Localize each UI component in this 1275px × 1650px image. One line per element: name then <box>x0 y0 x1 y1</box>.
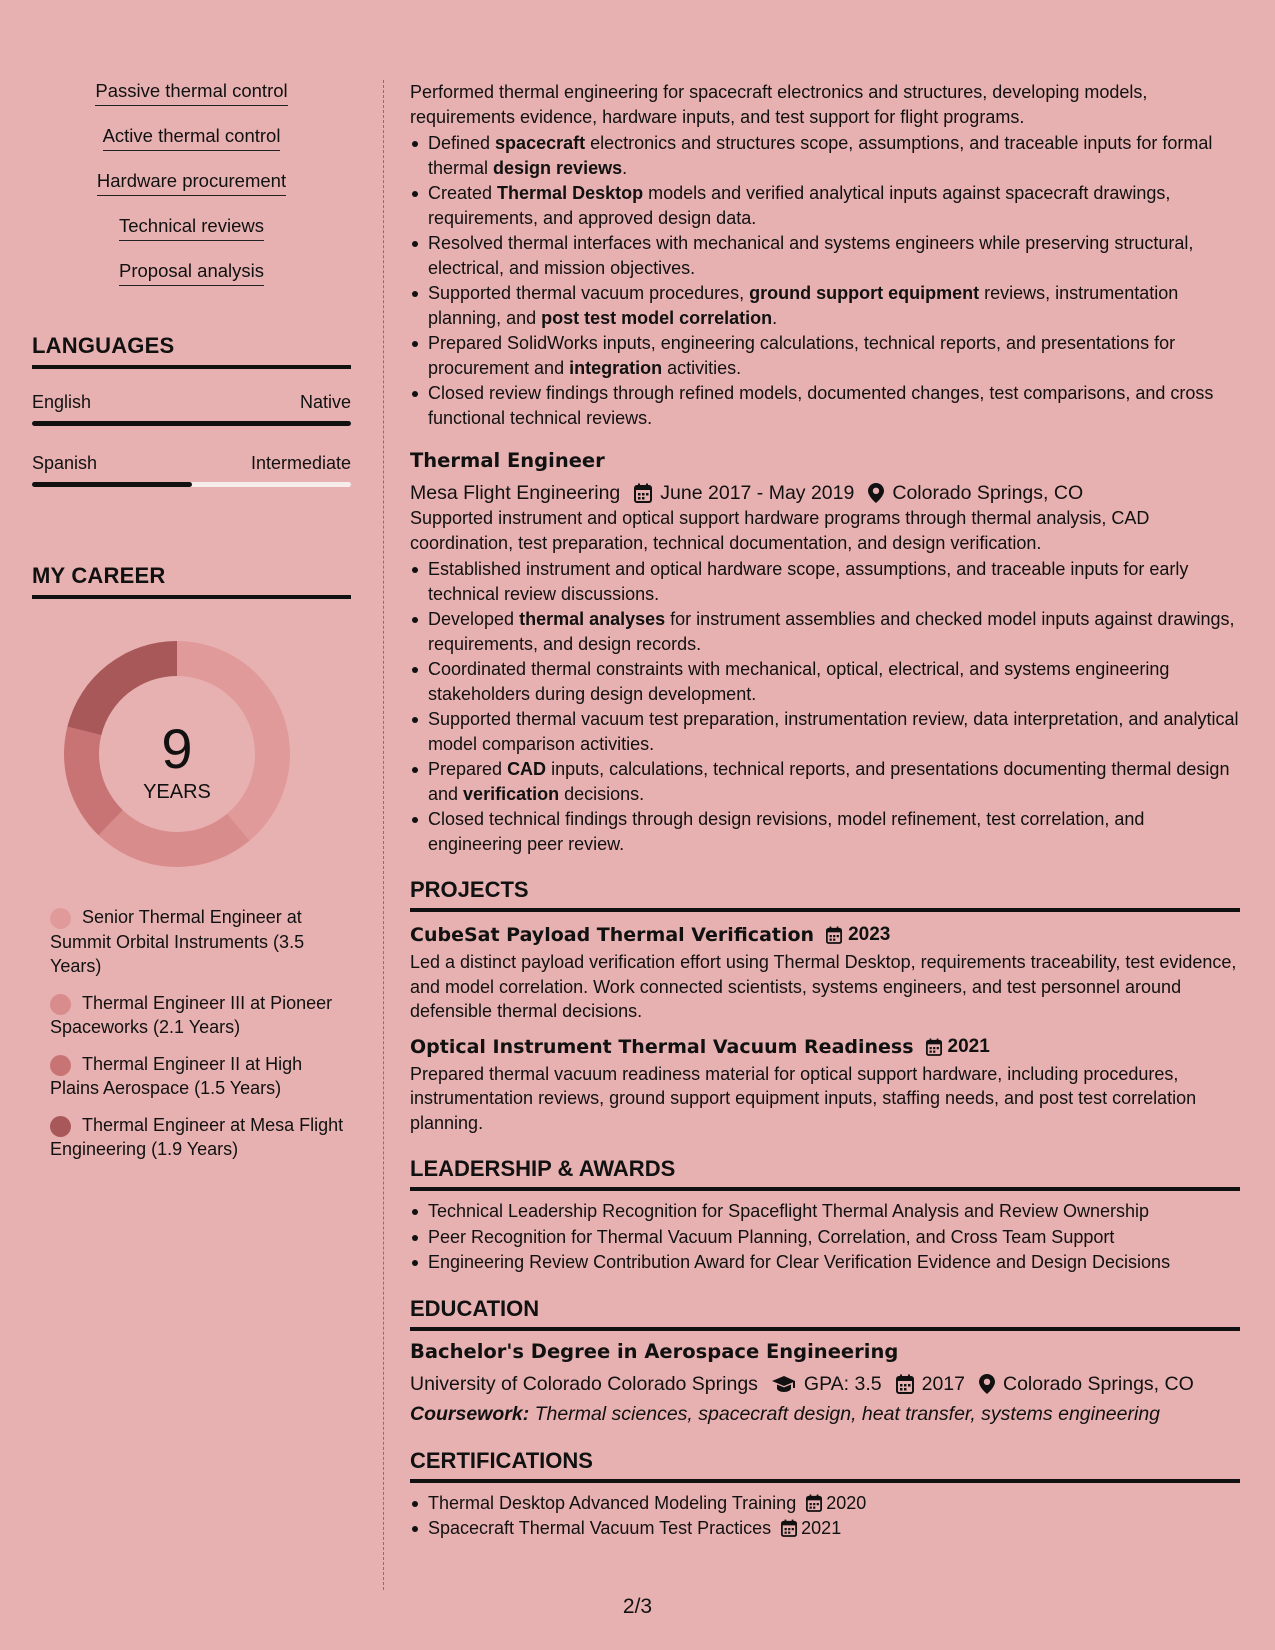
project-item <box>410 922 1240 1024</box>
career-legend-item <box>50 1052 351 1101</box>
career-legend-label: Senior Thermal Engineer at Summit Orbital Instruments (3.5 Years) <box>50 907 305 976</box>
graduation-year: 2017 <box>921 1372 965 1395</box>
education-heading: EDUCATION <box>410 1295 1240 1331</box>
career-heading: MY CAREER <box>32 563 351 599</box>
language-level: Intermediate <box>250 453 351 473</box>
career-legend-item <box>50 905 351 979</box>
career-total-years: 9 <box>161 717 193 780</box>
certifications-list <box>410 1491 1240 1541</box>
legend-dot-icon <box>50 1116 71 1137</box>
language-level: Native <box>299 392 351 412</box>
job-entry <box>410 80 1240 430</box>
skill-item <box>32 215 351 260</box>
certification-year: 2021 <box>801 1518 842 1538</box>
certification-item <box>410 1516 1240 1541</box>
career-section <box>32 563 351 1162</box>
calendar-icon <box>926 1038 942 1056</box>
award-item: Peer Recognition for Thermal Vacuum Planning, Correlation, and Cross Team Support <box>410 1225 1240 1250</box>
left-column <box>32 80 351 1174</box>
coursework-label: Coursework: <box>410 1402 530 1425</box>
certification-name: Thermal Desktop Advanced Modeling Training <box>428 1492 797 1513</box>
school-name: University of Colorado Colorado Springs <box>410 1372 758 1395</box>
career-legend-item <box>50 1113 351 1162</box>
certification-year: 2020 <box>826 1492 867 1513</box>
bullet-keyword: CAD <box>507 759 547 779</box>
skill-label: Active thermal control <box>103 125 281 151</box>
bullet-keyword: Thermal Desktop <box>497 183 644 203</box>
certifications-section <box>410 1447 1240 1541</box>
bullet-item: Supported thermal vacuum test preparation, instrumentation review, data interpretation, and analytical model comparison activities. <box>410 707 1240 756</box>
column-divider <box>383 80 384 1590</box>
job-bullets <box>410 557 1240 856</box>
degree-name: Bachelor's Degree in Aerospace Engineering <box>410 1339 899 1363</box>
languages-heading: LANGUAGES <box>32 333 351 369</box>
graduation-cap-icon <box>772 1375 796 1393</box>
legend-dot-icon <box>50 1055 71 1076</box>
project-item <box>410 1034 1240 1136</box>
legend-dot-icon <box>50 994 71 1015</box>
projects-heading: PROJECTS <box>410 876 1240 912</box>
calendar-icon <box>634 483 652 503</box>
right-column <box>410 80 1240 1542</box>
project-name: CubeSat Payload Thermal Verification <box>410 924 815 946</box>
awards-heading: LEADERSHIP & AWARDS <box>410 1155 1240 1191</box>
language-level-fill <box>32 421 351 426</box>
skill-item <box>32 125 351 170</box>
skill-label: Proposal analysis <box>119 260 264 286</box>
bullet-keyword: verification <box>463 783 560 804</box>
language-item <box>32 452 351 487</box>
bullet-keyword: integration <box>569 357 663 378</box>
awards-section <box>410 1155 1240 1275</box>
career-legend-label: Thermal Engineer II at High Plains Aerospace (1.5 Years) <box>50 1053 303 1098</box>
project-name: Optical Instrument Thermal Vacuum Readiness <box>410 1035 914 1058</box>
gpa: GPA: 3.5 <box>803 1372 882 1395</box>
bullet-item: Developed thermal analyses for instrument assemblies and checked model inputs against drawings, requirements, and design records. <box>410 607 1240 656</box>
language-level-fill <box>32 482 192 487</box>
skills-list <box>32 80 351 305</box>
bullet-item: Closed review findings through refined models, documented changes, test comparisons, and cross functional technical reviews. <box>410 381 1240 430</box>
job-title: Thermal Engineer <box>410 449 605 472</box>
bullet-item: Created Thermal Desktop models and verified analytical inputs against spacecraft drawings, requirements, and approved design data. <box>410 181 1240 230</box>
bullet-keyword: post test model correlation <box>541 307 773 328</box>
bullet-keyword: ground support equipment <box>749 283 980 303</box>
certification-name: Spacecraft Thermal Vacuum Test Practices <box>428 1518 772 1538</box>
school-location: Colorado Springs, CO <box>1003 1372 1194 1395</box>
bullet-item: Supported thermal vacuum procedures, ground support equipment reviews, instrumentation planning, and post test model correlation. <box>410 281 1240 330</box>
bullet-item: Established instrument and optical hardware scope, assumptions, and traceable inputs for early technical review discussions. <box>410 557 1240 606</box>
bullet-item: Coordinated thermal constraints with mechanical, optical, electrical, and systems engineering stakeholders during design development. <box>410 657 1240 706</box>
award-item: Engineering Review Contribution Award for Clear Verification Evidence and Design Decisions <box>410 1250 1240 1275</box>
career-legend-label: Thermal Engineer III at Pioneer Spaceworks (2.1 Years) <box>50 992 333 1037</box>
certifications-heading: CERTIFICATIONS <box>410 1447 1240 1483</box>
languages-section <box>32 333 351 487</box>
bullet-keyword: thermal analyses <box>519 609 666 629</box>
projects-section <box>410 876 1240 1135</box>
language-level-bar <box>32 482 351 487</box>
calendar-icon <box>806 1494 822 1512</box>
location-pin-icon <box>868 483 884 503</box>
location-pin-icon <box>979 1374 995 1394</box>
career-total-unit: YEARS <box>143 781 211 803</box>
coursework <box>410 1401 1240 1427</box>
project-description: Led a distinct payload verification effort using Thermal Desktop, requirements traceability, test evidence, and model correlation. Work connected scientists, systems engineers, and test personnel around defensible thermal decisions. <box>410 952 1237 1021</box>
job-entry <box>410 448 1240 856</box>
bullet-item: Closed technical findings through design revisions, model refinement, test correlation, and engineering peer review. <box>410 807 1240 856</box>
job-dates: June 2017 - May 2019 <box>660 482 855 504</box>
bullet-item: Defined spacecraft electronics and structures scope, assumptions, and traceable inputs for formal thermal design reviews. <box>410 131 1240 180</box>
career-legend <box>32 905 351 1162</box>
skill-item <box>32 260 351 305</box>
language-name: English <box>32 392 92 412</box>
page-number: 2/3 <box>622 1595 653 1618</box>
job-summary: Supported instrument and optical support hardware programs through thermal analysis, CAD coordination, test preparation, technical documentation, and design verification. <box>410 508 1150 553</box>
career-legend-label: Thermal Engineer at Mesa Flight Engineering (1.9 Years) <box>50 1114 344 1159</box>
job-bullets <box>410 131 1240 430</box>
legend-dot-icon <box>50 908 71 929</box>
bullet-item: Resolved thermal interfaces with mechanical and systems engineers while preserving structural, electrical, and mission objectives. <box>410 231 1240 280</box>
job-meta <box>410 480 1240 506</box>
project-year: 2023 <box>848 924 891 945</box>
education-meta <box>410 1371 1240 1397</box>
calendar-icon <box>826 926 842 944</box>
job-summary: Performed thermal engineering for spacecraft electronics and structures, developing models, requirements evidence, hardware inputs, and test support for flight programs. <box>410 82 1148 127</box>
skill-item <box>32 80 351 125</box>
skill-label: Passive thermal control <box>95 80 287 106</box>
language-level-bar <box>32 421 351 426</box>
calendar-icon <box>896 1374 914 1394</box>
skill-label: Hardware procurement <box>97 170 286 196</box>
coursework-text: Thermal sciences, spacecraft design, heat transfer, systems engineering <box>534 1402 1161 1425</box>
language-name: Spanish <box>32 453 98 473</box>
career-legend-item <box>50 991 351 1040</box>
project-description: Prepared thermal vacuum readiness material for optical support hardware, including procedures, instrumentation reviews, ground support equipment inputs, staffing needs, and post test correlation planning. <box>410 1063 1197 1133</box>
bullet-item: Prepared SolidWorks inputs, engineering calculations, technical reports, and presentations for procurement and integration activities. <box>410 331 1240 380</box>
career-donut-chart <box>62 639 292 869</box>
bullet-item: Prepared CAD inputs, calculations, technical reports, and presentations documenting thermal design and verification decisions. <box>410 757 1240 806</box>
skill-item <box>32 170 351 215</box>
skill-label: Technical reviews <box>119 215 264 241</box>
job-location: Colorado Springs, CO <box>892 482 1084 504</box>
company-name: Mesa Flight Engineering <box>410 482 621 504</box>
awards-list <box>410 1199 1240 1275</box>
bullet-keyword: design reviews <box>493 157 623 178</box>
language-item <box>32 391 351 426</box>
project-year: 2021 <box>947 1035 990 1057</box>
education-section <box>410 1295 1240 1427</box>
calendar-icon <box>781 1519 797 1537</box>
certification-item <box>410 1491 1240 1516</box>
bullet-keyword: spacecraft <box>495 133 586 153</box>
award-item: Technical Leadership Recognition for Spaceflight Thermal Analysis and Review Ownership <box>410 1199 1240 1224</box>
